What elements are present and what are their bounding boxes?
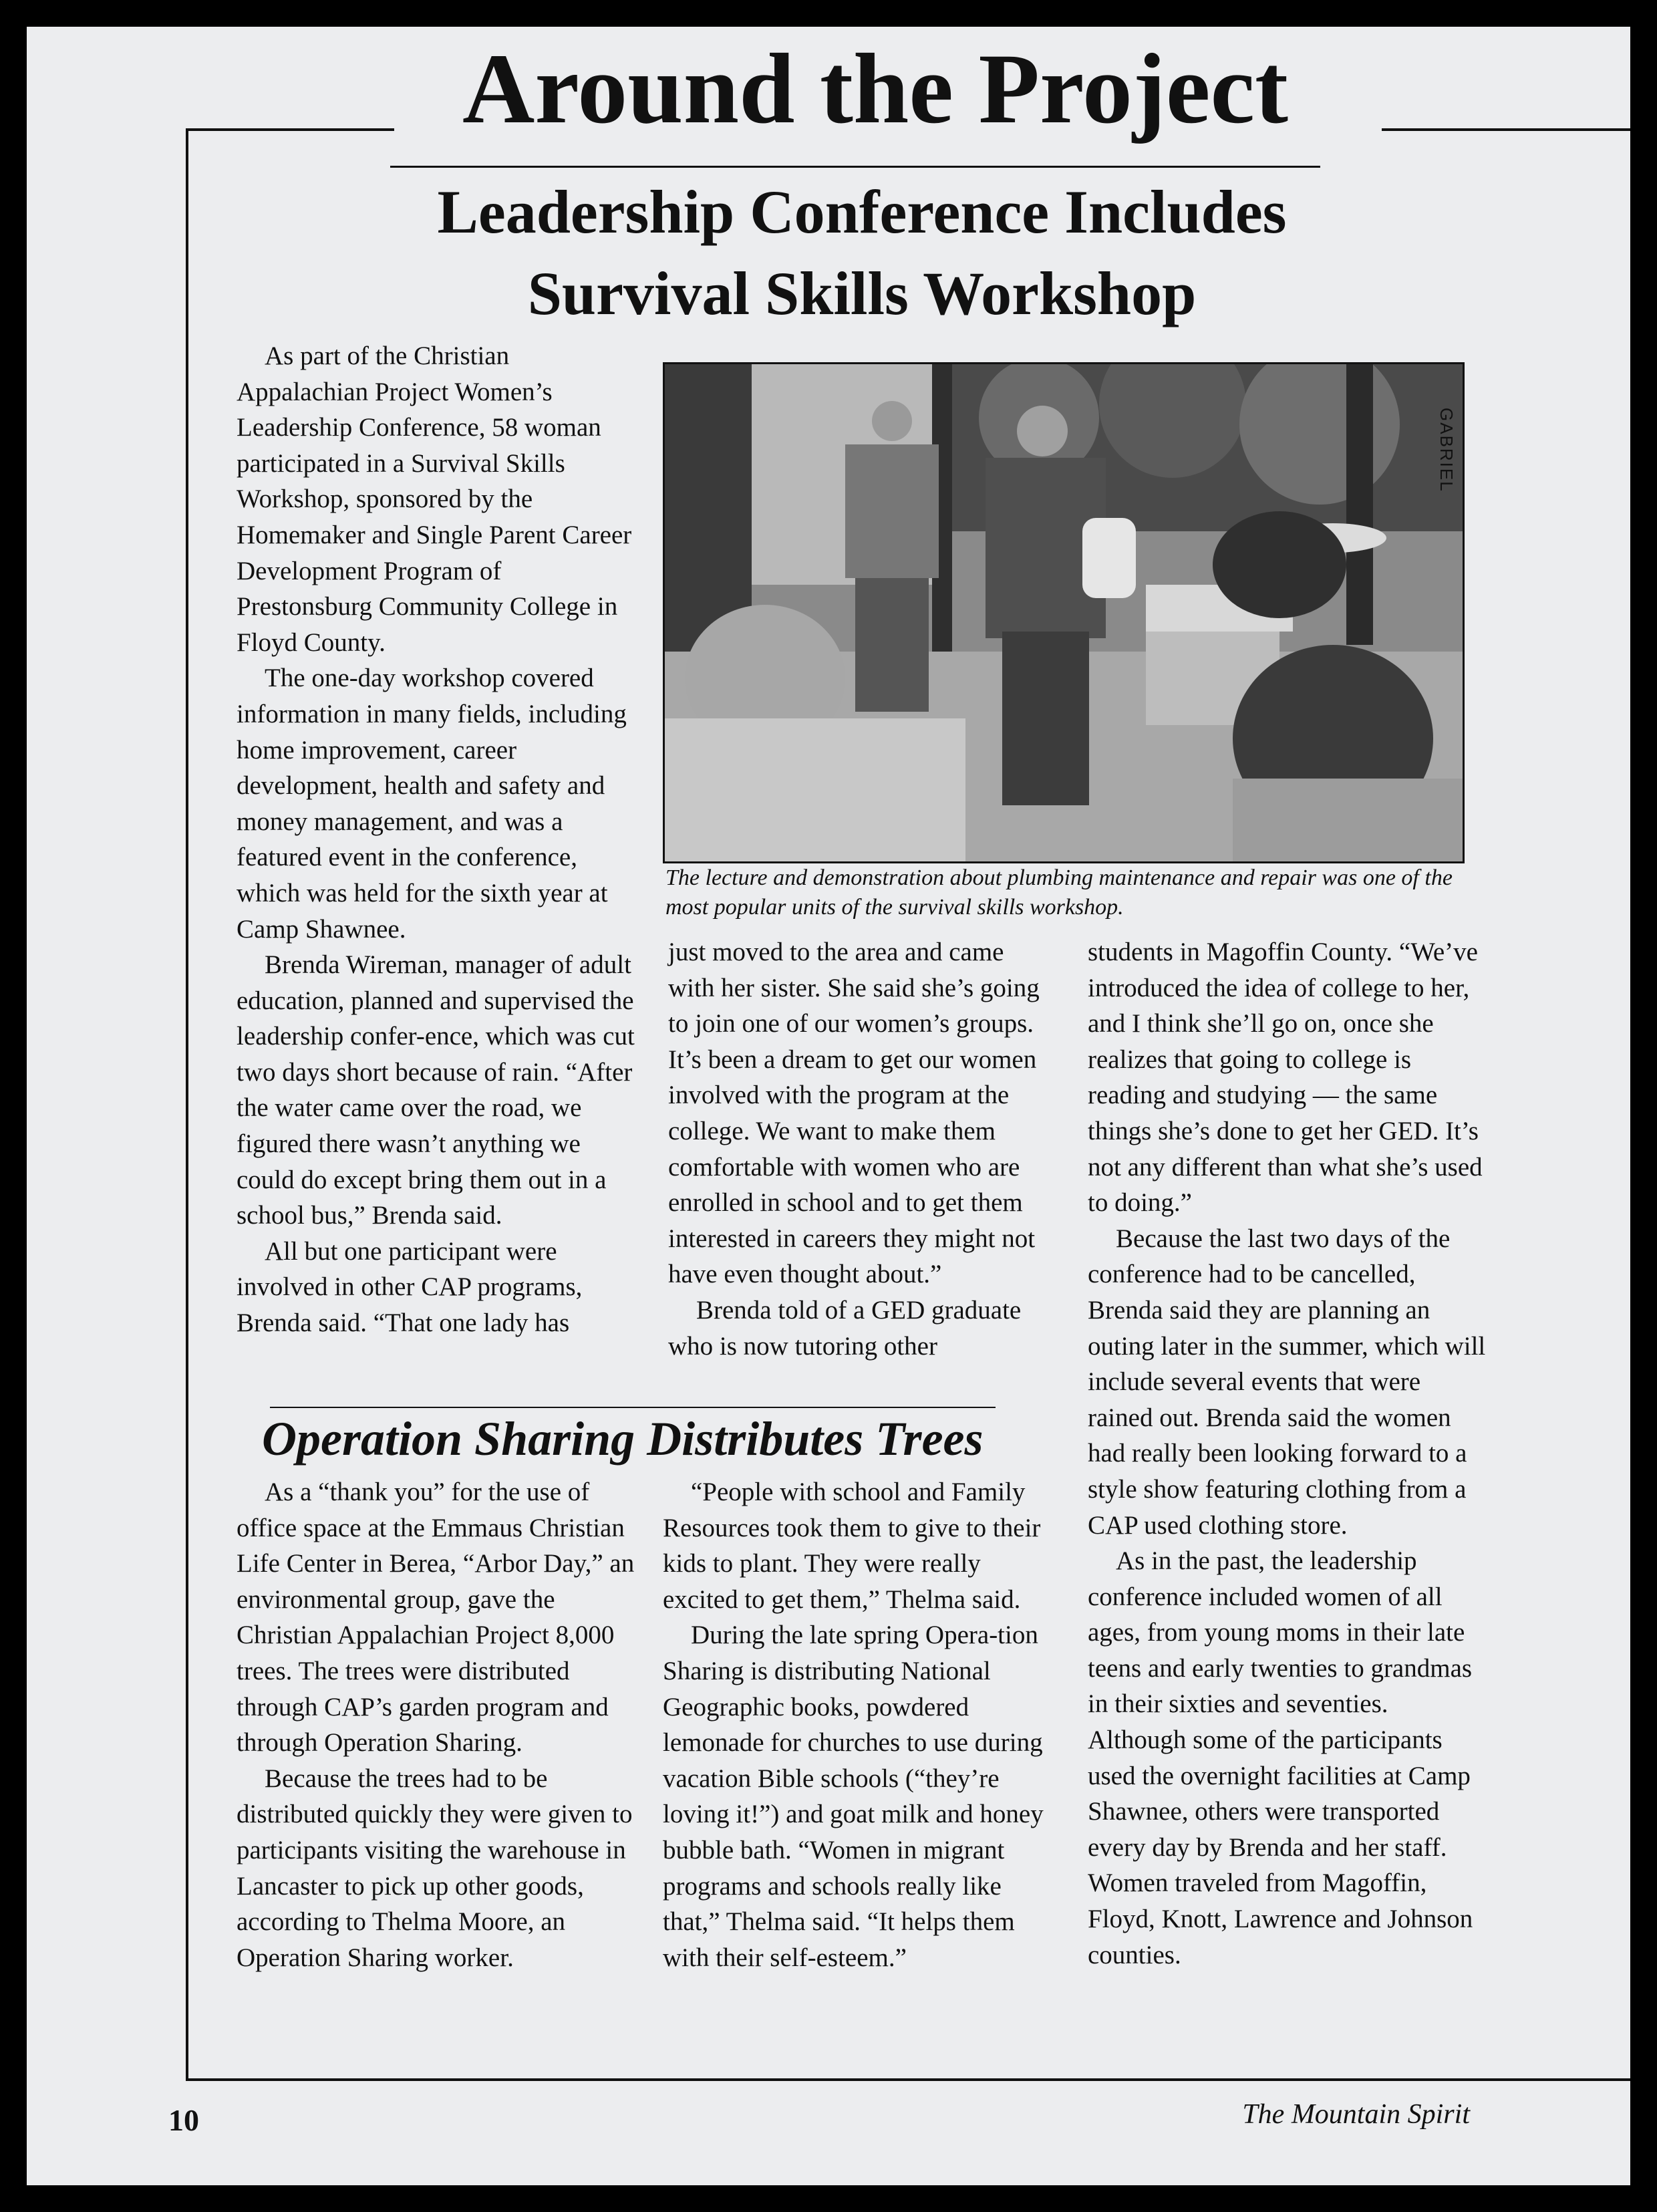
- frame-top-right-rule: [1382, 128, 1630, 131]
- frame-top-left-rule: [186, 128, 394, 131]
- paragraph: As a “thank you” for the use of office space at the Emmaus Christian Life Center in Berea, “Arbor Day,” an environmental group, gave the Christian Appalachian Project 8,000 trees. The trees were distributed through CAP’s garden program and through Operation Sharing.: [237, 1478, 635, 1758]
- headline-line-2: Survival Skills Workshop: [527, 259, 1197, 327]
- article2-column-2: [663, 1474, 1045, 1975]
- article1-column-1: [237, 338, 637, 1341]
- paragraph: Because the trees had to be distributed quickly they were given to participants visiting the warehouse in Lancaster to pick up other goods, according to Thelma Moore, an Operation Sharing worker.: [237, 1764, 633, 1972]
- paragraph: just moved to the area and came with her sister. She said she’s going to join one of our women’s groups. It’s been a dream to get our women involved with the program at the college. We want to make them comfortable with women who are enrolled in school and to get them interested in careers they might not have even thought about.”: [668, 938, 1040, 1289]
- paragraph: “People with school and Family Resources took them to give to their kids to plant. They were really excited to get them,” Thelma said.: [663, 1478, 1041, 1614]
- paragraph: The one-day workshop covered information in many fields, including home improvement, career development, health and safety and money management, and was a featured event in the conference, which was held for the sixth year at Camp Shawnee.: [237, 664, 627, 944]
- section-title: Around the Project: [462, 33, 1288, 144]
- workshop-photo: [663, 362, 1465, 863]
- article1-column-2: [668, 934, 1050, 1364]
- photo-caption: The lecture and demonstration about plumbing maintenance and repair was one of the most popular units of the survival skills workshop.: [665, 865, 1453, 920]
- paragraph: Brenda told of a GED graduate who is now tutoring other: [668, 1295, 1022, 1361]
- article1-column-3: [1088, 934, 1489, 1973]
- title-underline: [390, 166, 1320, 168]
- page-number: 10: [168, 2103, 199, 2137]
- paragraph: During the late spring Opera-tion Sharing is distributing National Geographic books, powdered lemonade for churches to use during vacation Bible schools (“they’re loving it!”) and goat milk and honey bubble bath. “Women in migrant programs and schools really like that,” Thelma said. “It helps them with their self-esteem.”: [663, 1621, 1044, 1972]
- frame-bottom-rule: [186, 2078, 1630, 2081]
- photo-illustration: [665, 364, 1463, 861]
- article2-top-rule: [270, 1407, 996, 1408]
- paragraph: Because the last two days of the conference had to be cancelled, Brenda said they are planning an outing later in the summer, which will include several events that were rained out. Brenda said the women had really been looking forward to a style show featuring clothing from a CAP used clothing store.: [1088, 1224, 1486, 1540]
- frame-left-rule: [186, 128, 188, 2081]
- article2-column-1: [237, 1474, 637, 1975]
- paragraph: All but one participant were involved in other CAP programs, Brenda said. “That one lady has: [237, 1236, 583, 1338]
- headline-line-1: Leadership Conference Includes: [437, 178, 1287, 246]
- headline: [241, 171, 1483, 334]
- photo-credit: GABRIEL: [1437, 408, 1457, 493]
- paragraph: As part of the Christian Appalachian Project Women’s Leadership Conference, 58 woman participated in a Survival Skills Workshop, sponsored by the Homemaker and Single Parent Career Development Program of Prestonsburg Community College in Floyd County.: [237, 341, 632, 657]
- publication-name: The Mountain Spirit: [1242, 2099, 1470, 2130]
- article2-title: Operation Sharing Distributes Trees: [262, 1412, 984, 1466]
- paragraph: Brenda Wireman, manager of adult education, planned and supervised the leadership confer-ence, which was cut two days short because of rain. “After the water came over the road, we figured there wasn’t anything we could do except bring them out in a school bus,” Brenda said.: [237, 950, 635, 1230]
- paragraph: students in Magoffin County. “We’ve introduced the idea of college to her, and I think she’ll go on, once she realizes that going to college is reading and studying — the same things she’s done to get her GED. It’s not any different than what she’s used to doing.”: [1088, 938, 1483, 1218]
- paragraph: As in the past, the leadership conference included women of all ages, from young moms in their late teens and early twenties to grandmas in their sixties and seventies. Although some of the participants used the overnight facilities at Camp Shawnee, others were transported every day by Brenda and her staff. Women traveled from Magoffin, Floyd, Knott, Lawrence and Johnson counties.: [1088, 1546, 1473, 1969]
